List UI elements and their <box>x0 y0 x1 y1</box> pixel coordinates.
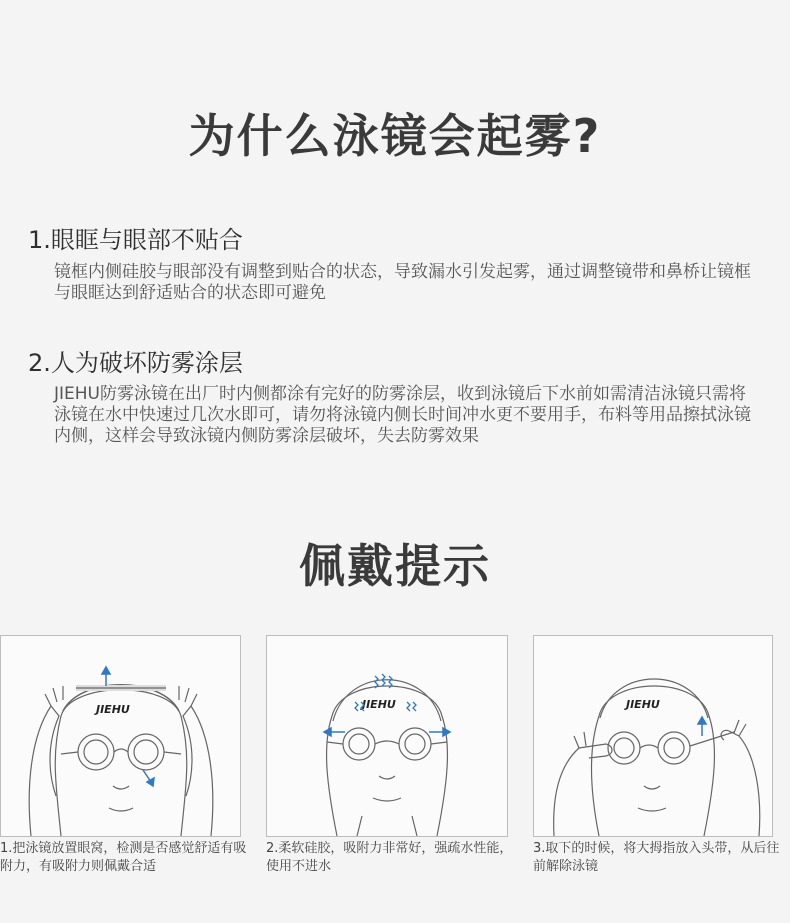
brand-label: JIEHU <box>96 703 130 716</box>
illustration-panel-remove-goggles <box>533 635 773 837</box>
place-goggles-illustration <box>1 636 240 836</box>
caption-remove-goggles: 3.取下的时候，将大拇指放入头带，从后往前解除泳镜 <box>533 841 780 874</box>
section-body-eye-fit: 镜框内侧硅胶与眼部没有调整到贴合的状态，导致漏水引发起雾，通过调整镜带和鼻桥让镜框与眼眶达到舒适贴合的状态即可避免 <box>54 262 751 303</box>
section-heading-coating: 2.人为破坏防雾涂层 <box>28 349 243 377</box>
section-heading-eye-fit: 1.眼眶与眼部不贴合 <box>28 226 243 254</box>
caption-silicone-seal: 2.柔软硅胶，吸附力非常好，强疏水性能，使用不进水 <box>266 841 513 874</box>
remove-goggles-illustration <box>534 636 772 836</box>
illustration-panel-silicone-seal <box>266 635 508 837</box>
silicone-seal-illustration <box>267 636 507 836</box>
brand-label: JIEHU <box>362 698 396 711</box>
section-body-coating: JIEHU防雾泳镜在出厂时内侧都涂有完好的防雾涂层，收到泳镜后下水前如需清洁泳镜只需将泳镜在水中快速过几次水即可，请勿将泳镜内侧长时间冲水更不要用手，布料等用品擦拭泳镜内侧，这样会导致泳镜内侧防雾涂层破坏，失去防雾效果 <box>54 384 751 446</box>
illustration-panel-place-goggles <box>0 635 241 837</box>
caption-place-goggles: 1.把泳镜放置眼窝，检测是否感觉舒适有吸附力，有吸附力则佩戴合适 <box>0 841 247 874</box>
page-title: 为什么泳镜会起雾? <box>188 109 602 163</box>
brand-label: JIEHU <box>626 698 660 711</box>
tips-title: 佩戴提示 <box>299 539 491 593</box>
